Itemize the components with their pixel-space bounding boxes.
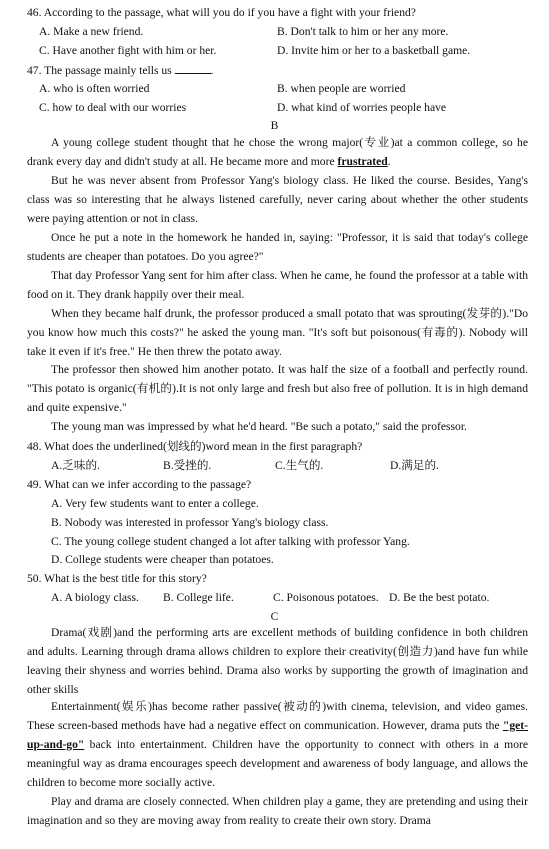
q49-option-a: A. Very few students want to enter a college. [51,497,259,510]
passage-b-paragraph-4: That day Professor Yang sent for him after class. When he came, he found the professor at a table with food on it. They drank happily over their meal. [27,269,528,301]
section-c-heading: C [270,610,279,623]
q50-option-d: D. Be the best potato. [389,591,490,604]
question-47-stem [27,63,214,78]
q47-option-c: C. how to deal with our worries [39,101,187,114]
underlined-phrase: "get-up-and-go" [27,718,528,751]
q46-option-c: C. Have another fight with him or her. [39,44,217,57]
underlined-word: frustrated [337,154,388,168]
passage-b-paragraph-7: The young man was impressed by what he'd heard. "Be such a potato," said the professor. [51,420,467,433]
b-p1-end: . [387,154,391,168]
q47-option-d: D. what kind of worries people have [277,101,447,114]
q49-option-c: C. The young college student changed a lot after talking with professor Yang. [51,535,410,548]
q50-option-a: A. A biology class. [51,591,139,604]
passage-c-paragraph-3: Play and drama are closely connected. When children play a game, they are pretending and using their imagination and so they are moving away from reality to create their own story. Drama [27,795,528,827]
q48-option-a: A.乏味的. [51,459,100,472]
question-48-stem: 48. What does the underlined(划线的)word mean in the first paragraph? [27,440,363,453]
question-50-stem: 50. What is the best title for this story? [27,572,207,585]
q50-option-c: C. Poisonous potatoes. [273,591,379,604]
passage-c-paragraph-2 [27,698,528,793]
section-b-heading: B [270,119,279,132]
q47-option-b: B. when people are worried [277,82,406,95]
q50-option-b: B. College life. [163,591,234,604]
passage-b-paragraph-2: But he was never absent from Professor Yang's biology class. He liked the course. Besides, Yang's class was so interesting that he always listened carefully, never caring about whether the other students were paying attention or not in class. [27,174,528,225]
passage-b-paragraph-6: The professor then showed him another potato. It was half the size of a football and perfectly round. "This potato is organic(有机的).It is not only large and fresh but also free of pollution. It is in high demand and quite expensive." [27,363,528,414]
question-49-stem: 49. What can we infer according to the passage? [27,478,252,491]
q46-option-a: A. Make a new friend. [39,25,144,38]
passage-c-paragraph-1: Drama(戏剧)and the performing arts are excellent methods of building confidence in both children and adults. Learning through drama allows children to explore their creativity(创造力)and have fun while leaving their shyness and worries behind. Drama also works by supporting the growth of imagination and other skills [27,626,528,696]
q48-option-d: D.满足的. [390,459,439,472]
passage-b-paragraph-3: Once he put a note in the homework he handed in, saying: "Professor, it is said that today's college students are cheaper than potatoes. Do you agree?" [27,231,528,263]
q46-option-d: D. Invite him or her to a basketball game. [277,44,471,57]
c-p2-text: Entertainment(娱乐)has become rather passive(被动的)with cinema, television, and video games. These screen-based methods have had a negative effect on communication. However, drama puts the [27,700,528,732]
c-p2-end: back into entertainment. Children have the opportunity to connect with others in a more meaningful way as drama encourages speech development and awareness of body language, and allows the children to become more socially active. [27,737,528,789]
passage-b-paragraph-5: When they became half drunk, the professor produced a small potato that was sprouting(发芽的)."Do you know how much this costs?" he asked the young man. "It's soft but poisonous(有毒的). Nobody will take it even if it's free." He then threw the potato away. [27,307,528,358]
q47-stem-end: . [210,64,214,77]
q48-option-b: B.受挫的. [163,459,212,472]
q46-option-b: B. Don't talk to him or her any more. [277,25,449,38]
q49-option-b: B. Nobody was interested in professor Yang's biology class. [51,516,329,529]
q49-option-d: D. College students were cheaper than potatoes. [51,553,274,566]
question-46-stem: 46. According to the passage, what will you do if you have a fight with your friend? [27,6,416,19]
q48-option-c: C.生气的. [275,459,324,472]
q47-stem-text: 47. The passage mainly tells us [27,64,172,77]
answer-blank [175,63,211,74]
passage-b-paragraph-1 [27,134,528,172]
b-p1-text: A young college student thought that he chose the wrong major(专业)at a common college, so he drank every day and didn't study at all. He became more and more [27,136,528,168]
q47-option-a: A. who is often worried [39,82,150,95]
